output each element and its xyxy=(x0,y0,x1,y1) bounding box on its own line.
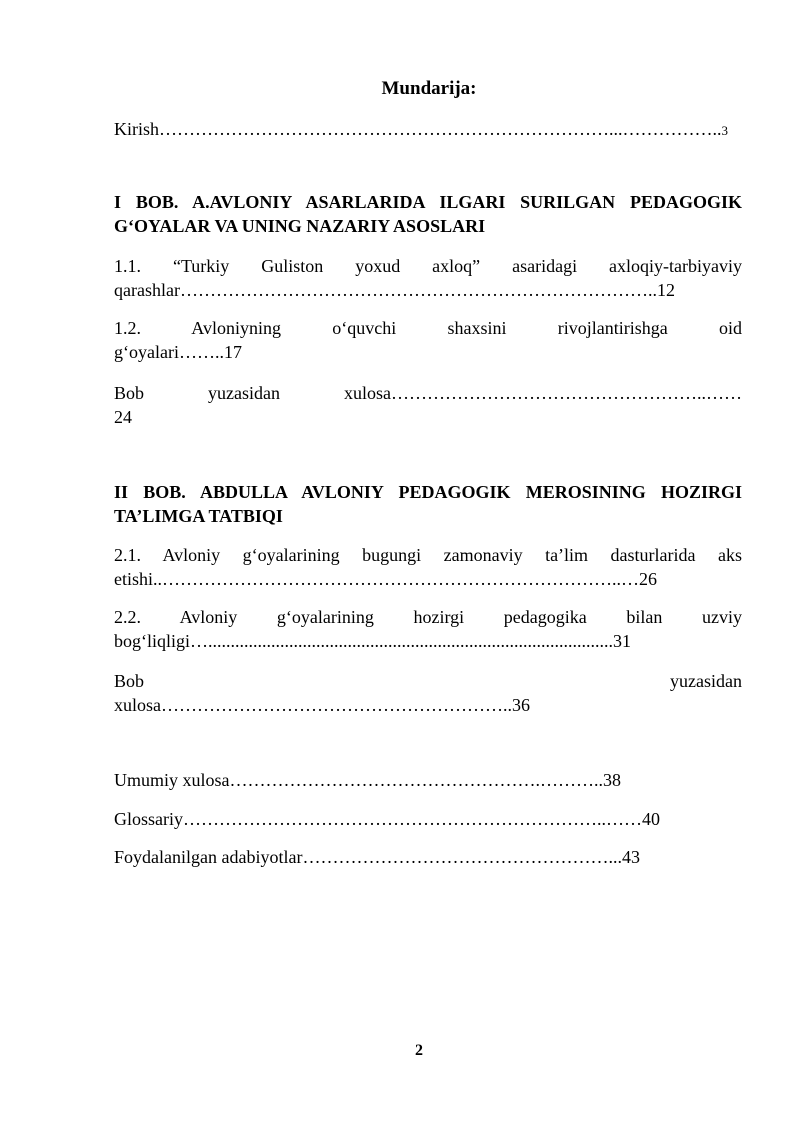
toc-entry-2-2-line-1[interactable]: 2.2. Avloniy g‘oyalarining hozirgi pedagogika bilan uzviy xyxy=(114,607,742,627)
toc-entry-1-2-line-2[interactable]: g‘oyalari……..17 xyxy=(114,342,242,362)
toc-entry-2-1-line-2[interactable]: etishi..…………………………………………………………………..…26 xyxy=(114,569,657,589)
toc-entry-bibliography[interactable]: Foydalanilgan adabiyotlar……………………………………………...43 xyxy=(114,847,640,867)
toc-title: Mundarija: xyxy=(381,78,477,99)
page-number: 2 xyxy=(415,1042,423,1059)
toc-entry-ch1-summary-line-1[interactable]: Bob yuzasidan xulosa……………………………………………..…… xyxy=(114,383,742,403)
toc-entry-ch2-summary-word-2: yuzasidan xyxy=(670,671,742,691)
toc-entry-ch2-summary-line-1[interactable] xyxy=(114,669,742,693)
toc-entry-ch1-summary-line-2[interactable]: 24 xyxy=(114,407,132,427)
chapter-2-heading[interactable]: II BOB. ABDULLA AVLONIY PEDAGOGIK MEROSINING HOZIRGI TA’LIMGA TATBIQI xyxy=(114,482,742,526)
chapter-1-heading[interactable]: I BOB. A.AVLONIY ASARLARIDA ILGARI SURILGAN PEDAGOGIK G‘OYALAR VA UNING NAZARIY ASOSLARI xyxy=(114,192,742,236)
toc-entry-1-1-line-1[interactable]: 1.1. “Turkiy Guliston yoxud axloq” asaridagi axloqiy-tarbiyaviy xyxy=(114,256,742,276)
toc-entry-glossary[interactable]: Glossariy……………………………………………………………..……40 xyxy=(114,809,660,829)
toc-entry-2-2-line-2[interactable]: bog‘liqligi…..........................................................................................31 xyxy=(114,631,631,651)
toc-entry-1-1-line-2[interactable]: qarashlar……………………………………………………………………..12 xyxy=(114,280,675,300)
toc-entry-conclusion[interactable]: Umumiy xulosa…………………………………………….………..38 xyxy=(114,770,621,790)
toc-entry-ch2-summary-word-1: Bob xyxy=(114,671,145,691)
toc-entry-2-1-line-1[interactable]: 2.1. Avloniy g‘oyalarining bugungi zamonaviy ta’lim dasturlarida aks xyxy=(114,545,742,565)
toc-entry-ch2-summary-line-2[interactable]: xulosa…………………………………………………..36 xyxy=(114,695,530,715)
toc-entry-intro-label: Kirish xyxy=(114,119,159,139)
toc-entry-intro-page: 3 xyxy=(721,123,728,138)
toc-entry-1-2-line-1[interactable]: 1.2. Avloniyning o‘quvchi shaxsini rivojlantirishga oid xyxy=(114,318,742,338)
toc-entry-intro-dots: …………………………………………………………………...…………….. xyxy=(159,119,722,139)
toc-entry-intro[interactable] xyxy=(114,117,742,143)
